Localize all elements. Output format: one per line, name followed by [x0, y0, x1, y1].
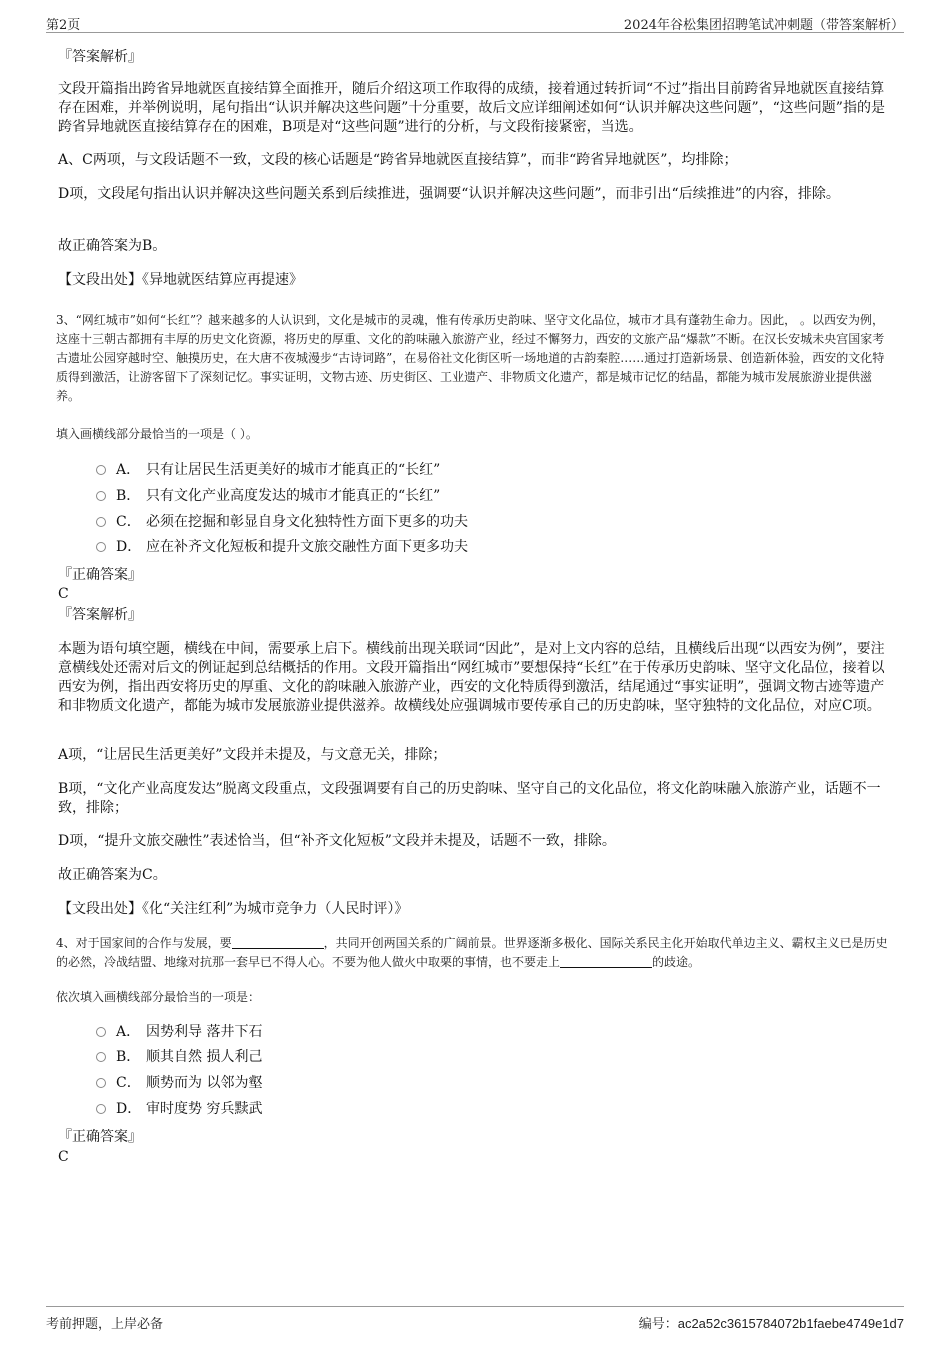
q4-option-c[interactable]: C． 顺势而为 以邻为壑: [96, 1073, 262, 1093]
document-code: 编号：ac2a52c3615784072b1faebe4749e1d7: [638, 1316, 904, 1332]
q2-analysis-title: 『答案解析』: [58, 49, 142, 65]
page-footer: [46, 1306, 904, 1332]
page-header: [46, 14, 904, 33]
radio-icon[interactable]: [96, 491, 106, 501]
q3-stem: 3、“网红城市”如何“长红”？越来越多的人认识到，文化是城市的灵魂，惟有传承历史韵味、坚守文化品位，城市才具有蓬勃生命力。因此， 。以西安为例，这座十三朝古都拥有丰厚的历史文化资源，将历史的厚重、文化的韵味融入旅游产业，经过不懈努力，西安的文旅产品“爆款”不断。在汉长安城未央宫国家考古遗址公园穿越时空、触摸历史，在大唐不夜城漫步“古诗词路”，在易俗社文化街区听一场地道的古韵秦腔……通过打造新场景、创造新体验，西安的文化特质得到激活，让游客留下了深刻记忆。事实证明，文物古迹、历史街区、工业遗产、非物质文化遗产，都是城市记忆的结晶，都能为城市发展旅游业提供滋养。: [56, 313, 885, 403]
q2-source: 【文段出处】《异地就医结算应再提速》: [58, 272, 303, 288]
q3-analysis-p4: D项，“提升文旅交融性”表述恰当，但“补齐文化短板”文段并未提及，话题不一致，排除。: [58, 833, 616, 849]
footer-slogan: 考前押题，上岸必备: [46, 1317, 164, 1332]
q2-analysis-p3: D项，文段尾句指出认识并解决这些问题关系到后续推进，强调要“认识并解决这些问题”，而非引出“后续推进”的内容，排除。: [58, 186, 840, 202]
q3-analysis-p1: 本题为语句填空题，横线在中间，需要承上启下。横线前出现关联词“因此”，是对上文内容的总结，且横线后出现“以西安为例”，要注意横线处还需对后文的例证起到总结概括的作用。文段开篇指出“网红城市”要想保持“长红”在于传承历史韵味、坚守文化品位，接着以西安为例，指出西安将历史的厚重、文化的韵味融入旅游产业，西安的文化特质得到激活，结尾通过“事实证明”，强调文物古迹等遗产和非物质文化遗产，都能为城市发展旅游业提供滋养。故横线处应强调城市要传承自己的历史韵味，坚守独特的文化品位，对应C项。: [58, 641, 885, 714]
radio-icon[interactable]: [96, 1052, 106, 1062]
radio-icon[interactable]: [96, 1078, 106, 1088]
q2-analysis-p1: 文段开篇指出跨省异地就医直接结算全面推开，随后介绍这项工作取得的成绩，接着通过转折词“不过”指出目前跨省异地就医直接结算存在困难，并举例说明，尾句指出“认识并解决这些问题”十分重要，故后文应详细阐述如何“认识并解决这些问题”，“这些问题”指的是跨省异地就医直接结算存在的困难，B项是对“这些问题”进行的分析，与文段衔接紧密，当选。: [58, 81, 885, 135]
radio-icon[interactable]: [96, 465, 106, 475]
q3-option-b[interactable]: B． 只有文化产业高度发达的城市才能真正的“长红”: [96, 486, 440, 506]
answer-blank-1: [232, 936, 324, 949]
radio-icon[interactable]: [96, 517, 106, 527]
q2-conclusion: 故正确答案为B。: [58, 238, 167, 254]
q3-option-a[interactable]: A． 只有让居民生活更美好的城市才能真正的“长红”: [96, 460, 440, 480]
q4-option-a[interactable]: A． 因势利导 落井下石: [96, 1022, 262, 1042]
q4-option-d[interactable]: D． 审时度势 穷兵黩武: [96, 1099, 262, 1119]
q3-analysis-p2: A项，“让居民生活更美好”文段并未提及，与文意无关，排除；: [58, 747, 447, 763]
document-title: 2024年谷松集团招聘笔试冲刺题（带答案解析）: [623, 18, 904, 33]
q2-analysis-p2: A、C两项，与文段话题不一致，文段的核心话题是“跨省异地就医直接结算”，而非“跨省异地就医”，均排除；: [58, 152, 738, 168]
q3-answer-title: 『正确答案』: [58, 567, 142, 583]
radio-icon[interactable]: [96, 542, 106, 552]
q3-analysis-p3: B项，“文化产业高度发达”脱离文段重点，文段强调要有自己的历史韵味、坚守自己的文化品位，将文化韵味融入旅游产业，话题不一致，排除；: [58, 781, 881, 816]
q4-prompt: 依次填入画横线部分最恰当的一项是：: [56, 990, 261, 1004]
q3-conclusion: 故正确答案为C。: [58, 867, 167, 883]
q3-answer: C: [58, 586, 69, 602]
q4-answer-title: 『正确答案』: [58, 1129, 142, 1145]
q4-answer: C: [58, 1149, 69, 1165]
radio-icon[interactable]: [96, 1104, 106, 1114]
page-number: 第2页: [46, 18, 81, 33]
q3-prompt: 填入画横线部分最恰当的一项是（ ）。: [56, 427, 258, 441]
q3-analysis-title: 『答案解析』: [58, 607, 142, 623]
q3-option-c[interactable]: C． 必须在挖掘和彰显自身文化独特性方面下更多的功夫: [96, 512, 468, 532]
radio-icon[interactable]: [96, 1027, 106, 1037]
q3-option-d[interactable]: D． 应在补齐文化短板和提升文旅交融性方面下更多功夫: [96, 537, 468, 557]
q3-source: 【文段出处】《化“关注红利”为城市竞争力（人民时评）》: [58, 901, 409, 917]
q4-option-b[interactable]: B． 顺其自然 损人利己: [96, 1047, 262, 1067]
answer-blank-2: [560, 955, 652, 968]
q4-stem: 4、对于国家间的合作与发展，要 ，共同开创两国关系的广阔前景。世界逐渐多极化、国际关系民主化开始取代单边主义、霸权主义已是历史的必然，冷战结盟、地缘对抗那一套早已不得人心。不要为他人做火中取栗的事情，也不要走上 的歧途。: [56, 936, 888, 969]
